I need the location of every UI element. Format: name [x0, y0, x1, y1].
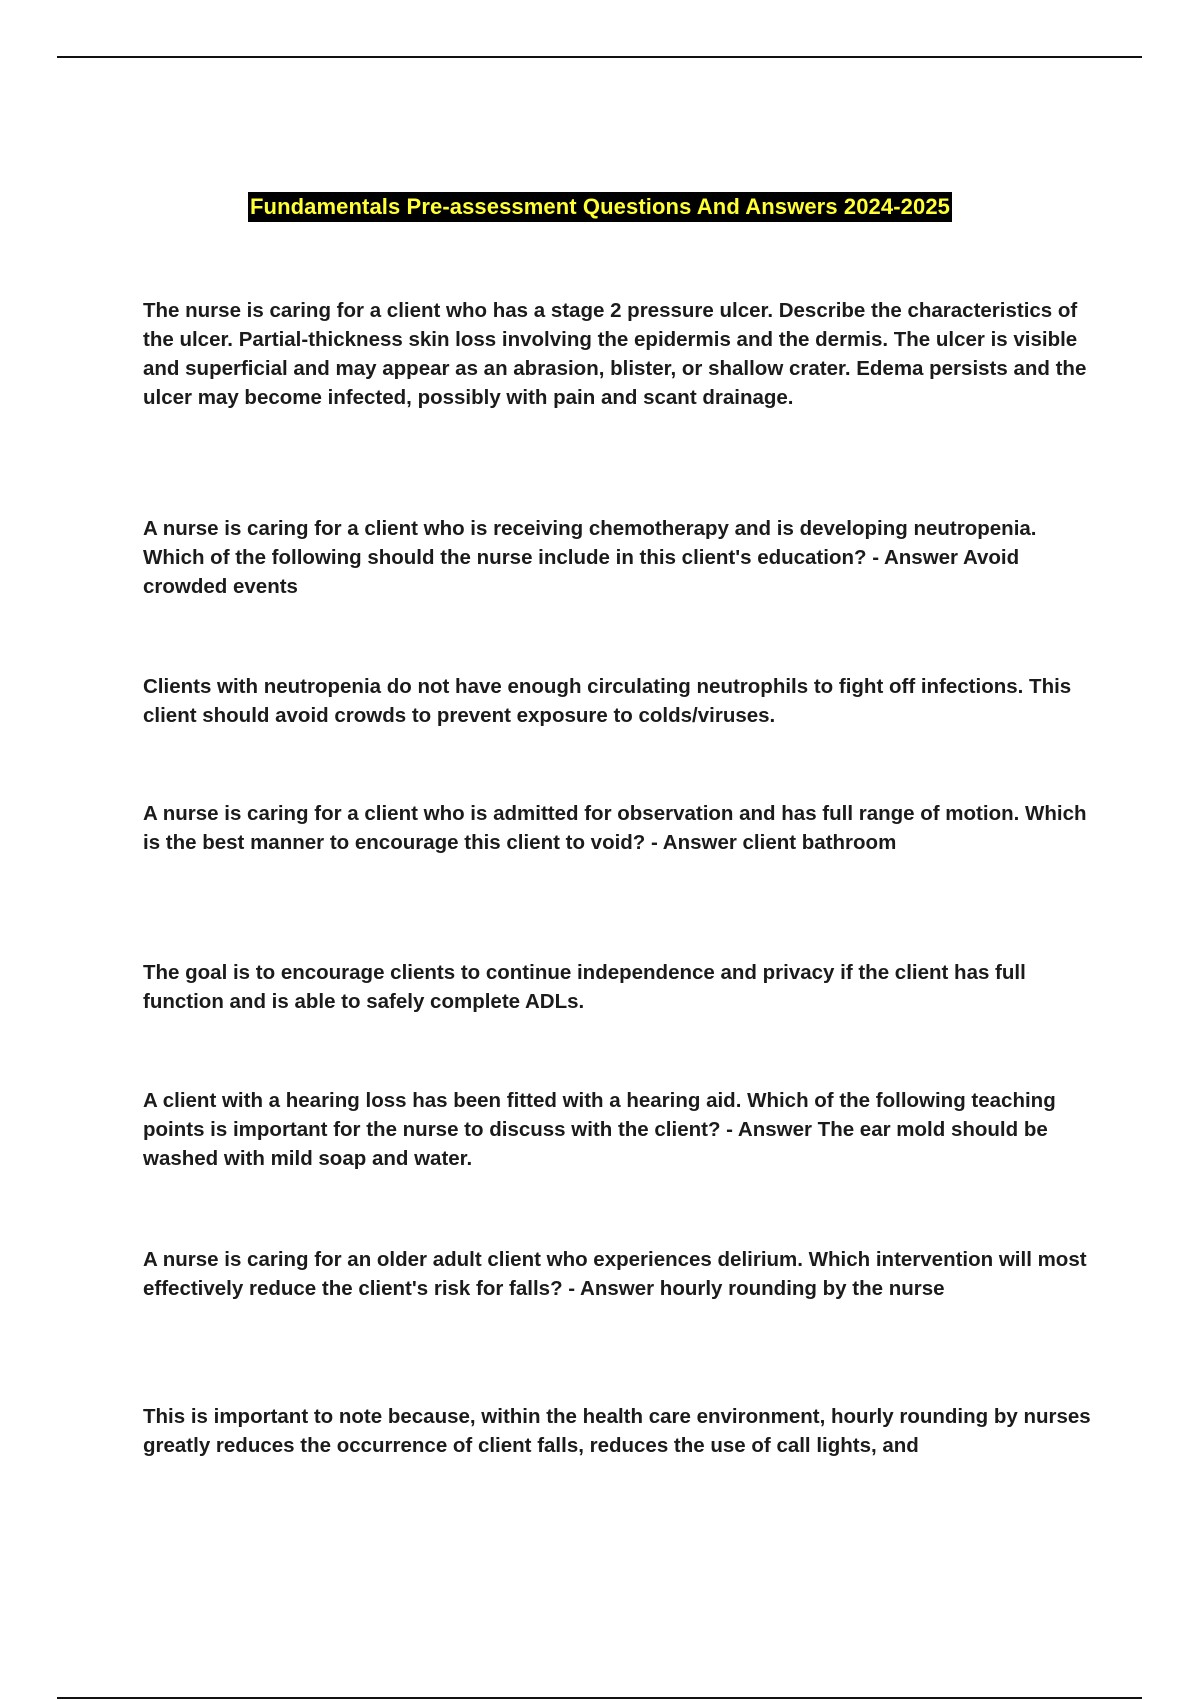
- question-delirium-falls: A nurse is caring for an older adult client who experiences delirium. Which intervention will most effectively reduce the client's risk for falls? - Answer hourly rounding by the nurse: [143, 1248, 1087, 1300]
- title-container: [0, 192, 1200, 222]
- question-hearing-aid: A client with a hearing loss has been fitted with a hearing aid. Which of the following teaching points is important for the nurse to discuss with the client? - Answer The ear mold should be washed with mild soap and water.: [143, 1089, 1056, 1170]
- document-title: Fundamentals Pre-assessment Questions And Answers 2024-2025: [248, 192, 952, 222]
- rationale-hourly-rounding: This is important to note because, within the health care environment, hourly rounding by nurses greatly reduces the occurrence of client falls, reduces the use of call lights, and: [143, 1405, 1091, 1457]
- question-encourage-void: A nurse is caring for a client who is admitted for observation and has full range of motion. Which is the best manner to encourage this client to void? - Answer client bathroom: [143, 802, 1087, 854]
- footer-rule: [57, 1697, 1142, 1699]
- rationale-independence: The goal is to encourage clients to continue independence and privacy if the client has full function and is able to safely complete ADLs.: [143, 961, 1026, 1013]
- header-rule: [57, 56, 1142, 58]
- question-neutropenia-education: A nurse is caring for a client who is receiving chemotherapy and is developing neutropenia. Which of the following should the nurse include in this client's education? - Answer Avoid crowded events: [143, 517, 1037, 598]
- question-stage2-pressure-ulcer: The nurse is caring for a client who has a stage 2 pressure ulcer. Describe the characteristics of the ulcer. Partial-thickness skin loss involving the epidermis and the dermis. The ulcer is visible and superficial and may appear as an abrasion, blister, or shallow crater. Edema persists and the ulcer may become infected, possibly with pain and scant drainage.: [143, 299, 1087, 409]
- rationale-neutropenia: Clients with neutropenia do not have enough circulating neutrophils to fight off infections. This client should avoid crowds to prevent exposure to colds/viruses.: [143, 675, 1072, 727]
